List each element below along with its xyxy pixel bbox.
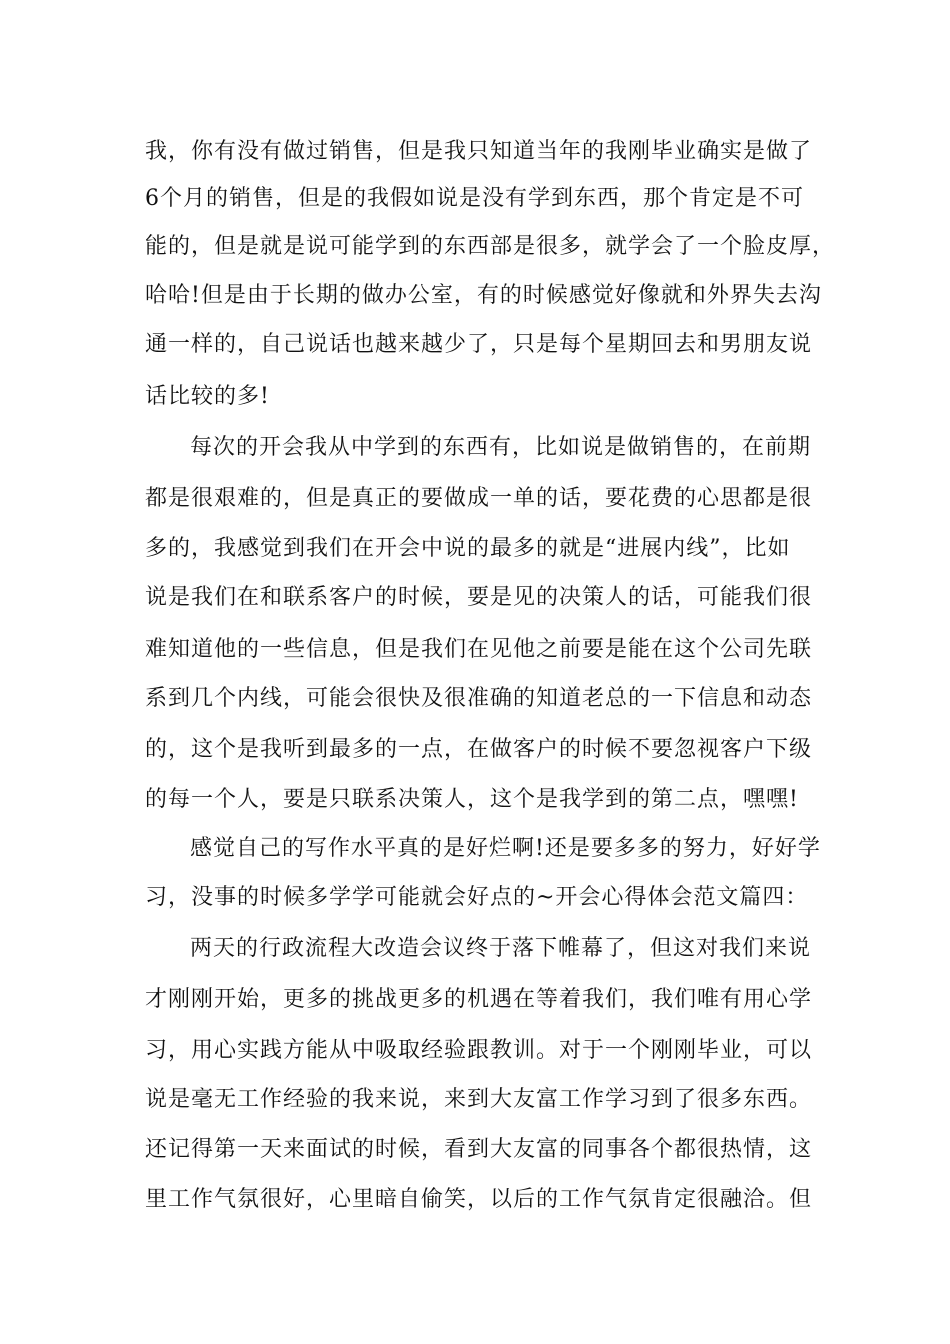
text-line: 难知道他的一些信息，但是我们在见他之前要是能在这个公司先联	[145, 637, 813, 662]
text-line: 能的，但是就是说可能学到的东西部是很多，就学会了一个脸皮厚，	[145, 234, 836, 259]
text-line: 的，这个是我听到最多的一点，在做客户的时候不要忽视客户下级	[145, 737, 813, 762]
text-line: 话比较的多!	[145, 384, 270, 409]
text-line: 说是我们在和联系客户的时候，要是见的决策人的话，可能我们很	[145, 585, 813, 610]
text-line: 说是毫无工作经验的我来说，来到大友富工作学习到了很多东西。	[145, 1087, 813, 1112]
text-line: 还记得第一天来面试的时候，看到大友富的同事各个都很热情，这	[145, 1137, 813, 1162]
paragraph-first-line: 感觉自己的写作水平真的是好烂啊!还是要多多的努力，好好学	[190, 836, 821, 861]
paragraph-first-line: 每次的开会我从中学到的东西有，比如说是做销售的，在前期	[190, 435, 812, 460]
text-line: 我，你有没有做过销售，但是我只知道当年的我刚毕业确实是做了	[145, 139, 813, 164]
text-line: 哈哈!但是由于长期的做办公室，有的时候感觉好像就和外界失去沟	[145, 283, 822, 308]
text-line: 里工作气氛很好，心里暗自偷笑，以后的工作气氛肯定很融洽。但	[145, 1187, 813, 1212]
text-line: 系到几个内线，可能会很快及很准确的知道老总的一下信息和动态	[145, 686, 813, 711]
text-line: 才刚刚开始，更多的挑战更多的机遇在等着我们，我们唯有用心学	[145, 987, 813, 1012]
text-line: 6个月的销售，但是的我假如说是没有学到东西，那个肯定是不可	[145, 186, 804, 211]
text-line: 习，没事的时候多学学可能就会好点的~开会心得体会范文篇四：	[145, 885, 809, 910]
text-line: 的每一个人，要是只联系决策人，这个是我学到的第二点，嘿嘿!	[145, 787, 799, 812]
paragraph-first-line: 两天的行政流程大改造会议终于落下帷幕了，但这对我们来说	[190, 936, 812, 961]
text-line: 多的，我感觉到我们在开会中说的最多的就是“进展内线”，比如	[145, 536, 791, 561]
text-line: 通一样的，自己说话也越来越少了，只是每个星期回去和男朋友说	[145, 332, 813, 357]
text-line: 习，用心实践方能从中吸取经验跟教训。对于一个刚刚毕业，可以	[145, 1038, 813, 1063]
text-line: 都是很艰难的，但是真正的要做成一单的话，要花费的心思都是很	[145, 486, 813, 511]
